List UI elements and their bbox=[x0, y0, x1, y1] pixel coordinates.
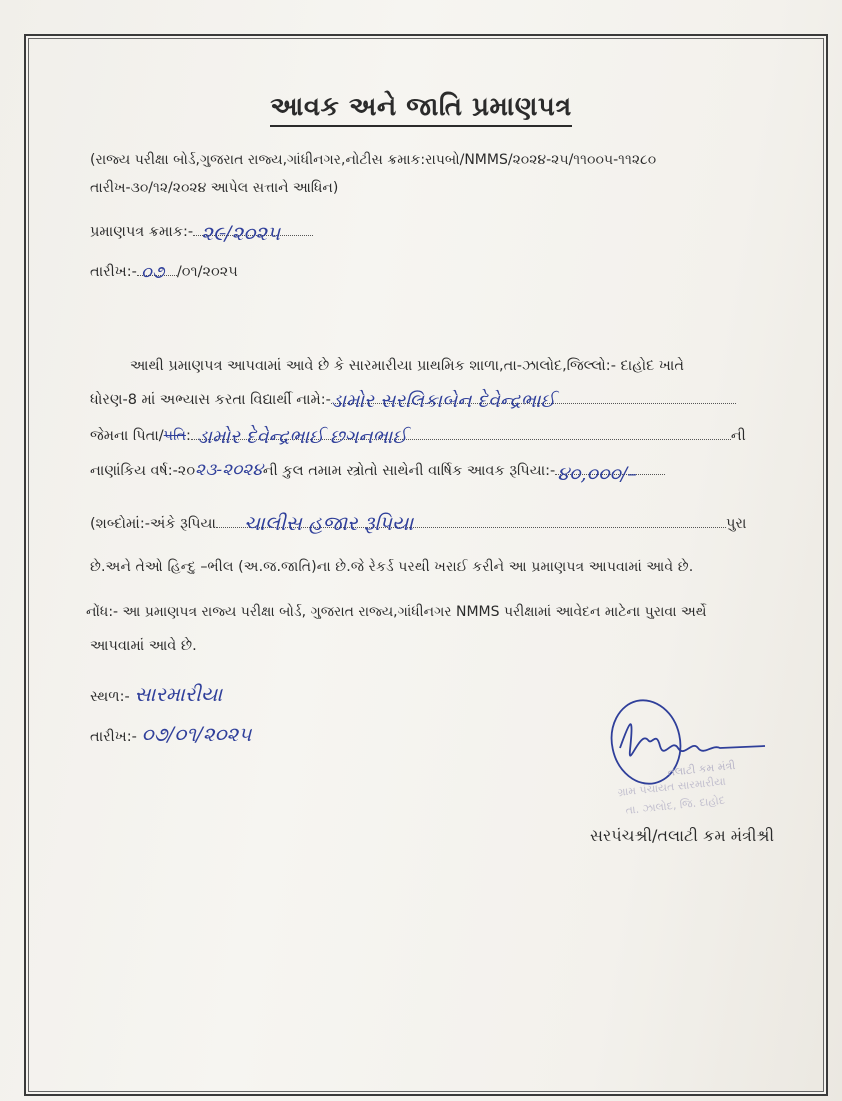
income-words-row bbox=[90, 511, 747, 535]
date2-row bbox=[90, 724, 251, 747]
date-label: તારીખ:- bbox=[90, 264, 137, 280]
certificate-title bbox=[0, 92, 842, 123]
father-label-struck: પતિ bbox=[163, 428, 186, 444]
signatory-title: સરપંચશ્રી/તલાટી કમ મંત્રીશ્રી bbox=[590, 826, 775, 845]
father-label-colon: : bbox=[185, 428, 191, 444]
date2-label: તારીખ:- bbox=[90, 729, 137, 745]
place-value: સારમારીયા bbox=[134, 682, 223, 706]
date-rest: /૦૧/૨૦૨૫ bbox=[176, 264, 238, 280]
stamp-text-2: ગ્રામ પંચાયત સારમારીયા bbox=[616, 774, 727, 799]
stamp-text-1: તલાટી કમ મંત્રી bbox=[666, 758, 737, 779]
place-row bbox=[90, 684, 222, 707]
income-row bbox=[90, 460, 665, 485]
stamp-text-3: તા. ઝાલોદ, જિ. દાહોદ bbox=[624, 793, 726, 817]
reference-line-1: (રાજ્ય પરીક્ષા બોર્ડ,ગુજરાત રાજ્ય,ગાંધીનગર,નોટીસ ક્રમાક:રાપબો/NMMS/૨૦૨૪-૨૫/૧૧૦૦૫-૧૧૨૮૦ bbox=[90, 152, 657, 168]
fy-suffix: ની કુલ તમામ સ્ત્રોતો સાથેની વાર્ષિક આવક રૂપિયા:- bbox=[262, 463, 556, 479]
date-day-value: ૦૭ bbox=[140, 262, 165, 283]
place-label: સ્થળ:- bbox=[90, 689, 130, 705]
body-line-1: આથી પ્રમાણપત્ર આપવામાં આવે છે કે સારમારીયા પ્રાથમિક શાળા,તા-ઝાલોદ,જિલ્લો:- દાહોદ ખાતે bbox=[130, 358, 684, 374]
fy-label: નાણાંકિય વર્ષ:-૨૦ bbox=[90, 463, 196, 479]
income-amount-field bbox=[555, 463, 665, 485]
date2-value: ૦૭/૦૧/૨૦૨૫ bbox=[141, 722, 252, 746]
father-row bbox=[90, 426, 746, 446]
cert-no-field bbox=[193, 221, 313, 245]
date-day-field bbox=[137, 262, 177, 283]
caste-line: છે.અને તેઓ હિન્દુ –ભીલ (અ.જ.જાતિ)ના છે.જે રેકર્ડ પરથી ખરાઈ કરીને આ પ્રમાણપત્ર આપવામાં આવે છે. bbox=[90, 559, 694, 575]
title-text: આવક અને જાતિ પ્રમાણપત્ર bbox=[270, 92, 571, 127]
certificate-number-row bbox=[90, 221, 313, 245]
note-line-1: નોંધ:- આ પ્રમાણપત્ર રાજ્ય પરીક્ષા બોર્ડ, ગુજરાત રાજ્ય,ગાંધીનગર NMMS પરીક્ષામાં આવેદન માટેના પુરાવા અર્થે bbox=[86, 604, 707, 620]
reference-line-2: તારીખ-૩૦/૧૨/૨૦૨૪ આપેલ સત્તાને આધિન) bbox=[90, 180, 339, 196]
words-label: (શબ્દોમાં:-અંકે રૂપિયા bbox=[90, 516, 216, 532]
income-words-field bbox=[216, 511, 726, 535]
signature-stamp-graphic bbox=[600, 690, 810, 820]
father-name: ડામોર દેવેન્દ્રભાઈ છગનભાઈ bbox=[196, 426, 407, 448]
student-row bbox=[90, 390, 736, 410]
father-field bbox=[191, 426, 731, 448]
cert-no-label: પ્રમાણપત્ર ક્રમાક:- bbox=[90, 224, 194, 240]
words-suffix: પુરા bbox=[725, 516, 747, 532]
student-label: ધોરણ-8 માં અભ્યાસ કરતા વિદ્યાર્થી નામે:- bbox=[90, 392, 331, 408]
income-amount: ૪૦,૦૦૦/– bbox=[557, 463, 637, 485]
date-row bbox=[90, 262, 238, 282]
income-words: ચાલીસ હજાર રૂપિયા bbox=[243, 511, 414, 535]
official-stamp bbox=[600, 690, 810, 820]
father-label: જેમના પિતા/ bbox=[90, 428, 164, 444]
cert-no-value: ૨૯/૨૦૨૫ bbox=[201, 221, 281, 245]
note-line-2: આપવામાં આવે છે. bbox=[90, 638, 197, 654]
student-field bbox=[330, 390, 736, 412]
fy-value: ૨૩-૨૦૨૪ bbox=[195, 460, 263, 480]
student-name: ડામોર સરલિકાબેન દેવેન્દ્રભાઈ bbox=[330, 390, 556, 412]
father-suffix: ની bbox=[730, 428, 746, 444]
